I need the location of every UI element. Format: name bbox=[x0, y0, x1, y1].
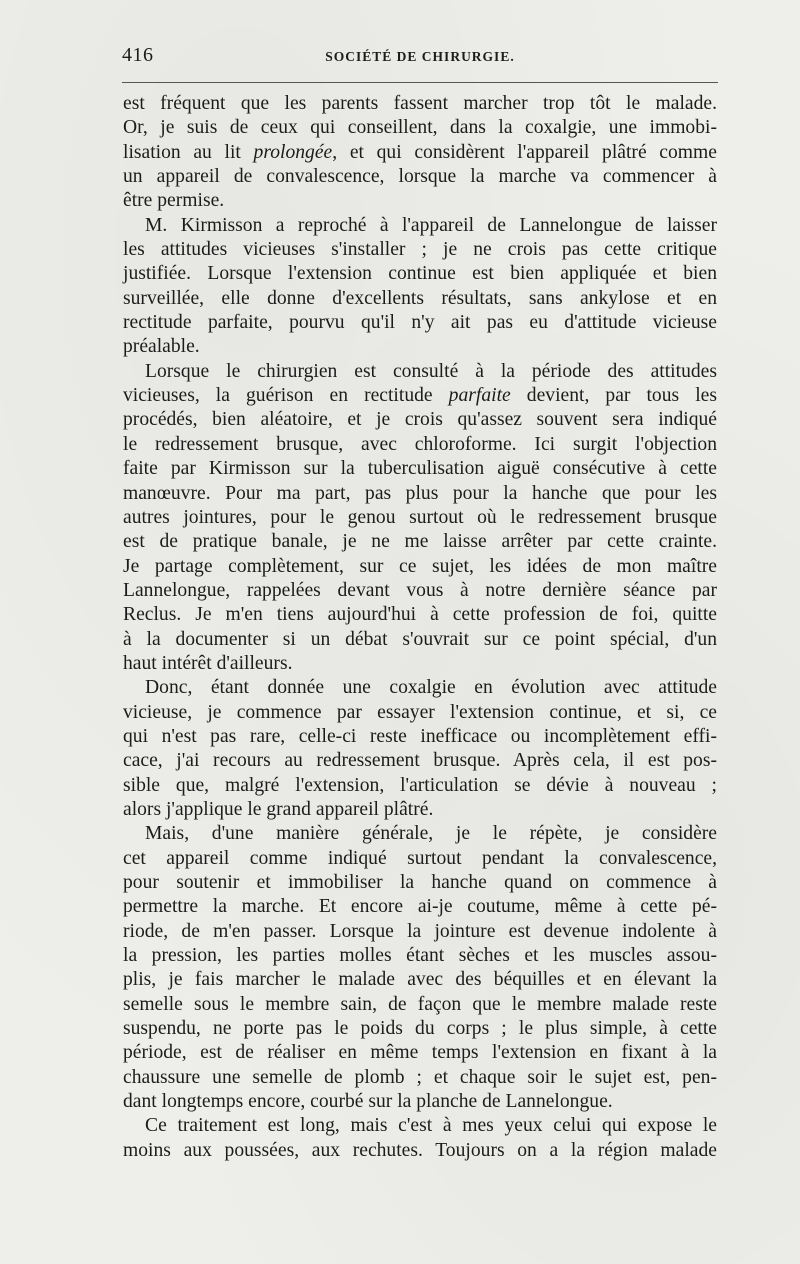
text-run: devient, par tous les bbox=[510, 385, 717, 407]
text-line: à la documenter si un débat s'ouvrait sur ce point spécial, d'un bbox=[123, 628, 717, 650]
text-line: le redressement brusque, avec chloroforme. Ici surgit l'objection bbox=[123, 433, 717, 455]
text-line: qui n'est pas rare, celle-ci reste inefficace ou incomplètement effi- bbox=[123, 725, 717, 747]
text-line: préalable. bbox=[123, 336, 200, 358]
text-line: dant longtemps encore, courbé sur la planche de Lannelongue. bbox=[123, 1091, 613, 1113]
text-line: manœuvre. Pour ma part, pas plus pour la hanche que pour les bbox=[123, 482, 717, 504]
text-line: pour soutenir et immobiliser la hanche quand on commence à bbox=[123, 872, 717, 893]
text-run: vicieuses, la guérison en rectitude bbox=[123, 385, 449, 407]
paragraph bbox=[123, 822, 717, 1114]
text-line: procédés, bien aléatoire, et je crois qu'assez souvent sera indiqué bbox=[123, 409, 717, 431]
paragraph bbox=[123, 214, 717, 360]
text-line: est fréquent que les parents fassent marcher trop tôt le malade. bbox=[123, 93, 717, 114]
text-run: , et qui considèrent l'appareil plâtré comme bbox=[332, 141, 717, 163]
page-header bbox=[122, 44, 718, 74]
text-line: Je partage complètement, sur ce sujet, les idées de mon maître bbox=[123, 555, 717, 577]
text-line: sible que, malgré l'extension, l'articulation se dévie à nouveau ; bbox=[123, 774, 717, 796]
text-line: Mais, d'une manière générale, je le répète, je considère bbox=[145, 823, 717, 845]
paragraph bbox=[123, 92, 717, 214]
text-line: Lorsque le chirurgien est consulté à la période des attitudes bbox=[145, 360, 717, 382]
page-number: 416 bbox=[122, 44, 154, 66]
emphasis: parfaite bbox=[448, 385, 511, 407]
text-line: haut intérêt d'ailleurs. bbox=[123, 652, 293, 674]
text-line: justifiée. Lorsque l'extension continue est bien appliquée et bien bbox=[123, 263, 717, 285]
text-line: surveillée, elle donne d'excellents résultats, sans ankylose et en bbox=[123, 287, 717, 309]
text-line: Lannelongue, rappelées devant vous à notre dernière séance par bbox=[123, 579, 717, 601]
text-line: permettre la marche. Et encore ai-je coutume, même à cette pé- bbox=[123, 896, 717, 918]
text-line: Ce traitement est long, mais c'est à mes yeux celui qui expose le bbox=[145, 1115, 717, 1137]
text-line: période, est de réaliser en même temps l'extension en fixant à la bbox=[123, 1042, 717, 1064]
header-rule bbox=[122, 82, 718, 83]
text-line: rectitude parfaite, pourvu qu'il n'y ait pas eu d'attitude vicieuse bbox=[123, 312, 717, 334]
text-line: semelle sous le membre sain, de façon que le membre malade reste bbox=[123, 993, 717, 1015]
running-head: SOCIÉTÉ DE CHIRURGIE. bbox=[325, 49, 515, 64]
text-line: moins aux poussées, aux rechutes. Toujours on a la région malade bbox=[123, 1139, 717, 1161]
emphasis: prolongée bbox=[253, 141, 333, 163]
text-line bbox=[123, 141, 717, 165]
text-line: un appareil de convalescence, lorsque la marche va commencer à bbox=[123, 166, 717, 188]
text-line: autres jointures, pour le genou surtout où le redressement brusque bbox=[123, 506, 717, 528]
text-line: cace, j'ai recours au redressement brusque. Après cela, il est pos- bbox=[123, 750, 717, 772]
text-run: lisation au lit bbox=[123, 141, 254, 163]
text-line: riode, de m'en passer. Lorsque la jointure est devenue indolente à bbox=[123, 920, 717, 942]
text-line: faite par Kirmisson sur la tuberculisation aiguë consécutive à cette bbox=[123, 458, 717, 480]
text-line: Donc, étant donnée une coxalgie en évolution avec attitude bbox=[145, 677, 717, 699]
paragraph bbox=[123, 676, 717, 822]
body-text bbox=[123, 92, 717, 1163]
text-line: alors j'applique le grand appareil plâtré. bbox=[123, 798, 434, 820]
text-line: plis, je fais marcher le malade avec des béquilles et en élevant la bbox=[123, 969, 717, 991]
text-line: être permise. bbox=[123, 190, 225, 212]
text-line: vicieuse, je commence par essayer l'extension continue, et si, ce bbox=[123, 701, 717, 723]
text-line: M. Kirmisson a reproché à l'appareil de Lannelongue de laisser bbox=[145, 214, 717, 236]
text-line: est de pratique banale, je ne me laisse arrêter par cette crainte. bbox=[123, 531, 717, 553]
text-line bbox=[123, 384, 717, 408]
text-line: la pression, les parties molles étant sèches et les muscles assou- bbox=[123, 945, 717, 967]
text-line: cet appareil comme indiqué surtout pendant la convalescence, bbox=[123, 847, 717, 869]
text-line: suspendu, ne porte pas le poids du corps ; le plus simple, à cette bbox=[123, 1018, 717, 1040]
paragraph bbox=[123, 1114, 717, 1163]
text-line: chaussure une semelle de plomb ; et chaque soir le sujet est, pen- bbox=[123, 1066, 717, 1088]
text-line: les attitudes vicieuses s'installer ; je ne crois pas cette critique bbox=[123, 239, 717, 261]
text-line: Reclus. Je m'en tiens aujourd'hui à cette profession de foi, quitte bbox=[123, 604, 717, 626]
text-line: Or, je suis de ceux qui conseillent, dans la coxalgie, une immobi- bbox=[123, 117, 717, 139]
paragraph bbox=[123, 360, 717, 676]
